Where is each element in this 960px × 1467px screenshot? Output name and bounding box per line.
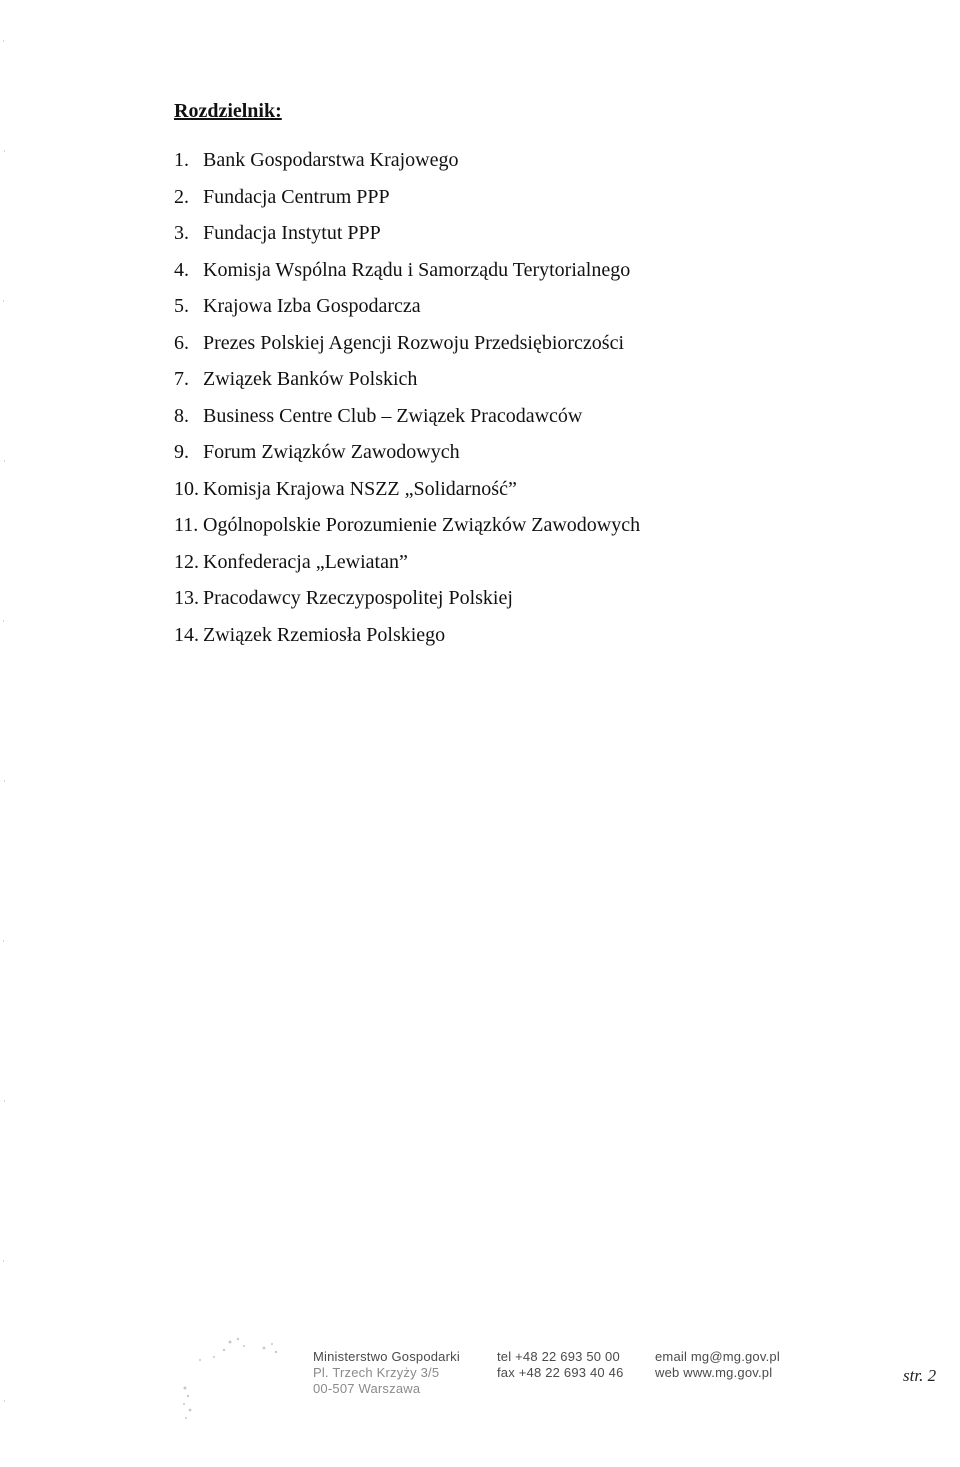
distribution-list-heading: Rozdzielnik: — [174, 100, 282, 122]
list-item-text: Krajowa Izba Gospodarcza — [203, 295, 421, 317]
footer-email: email mg@mg.gov.pl — [655, 1349, 780, 1364]
list-item-number: 10. — [174, 477, 199, 500]
footer-web: web www.mg.gov.pl — [655, 1365, 773, 1380]
list-item-text: Fundacja Centrum PPP — [203, 185, 390, 208]
list-item-text: Komisja Krajowa NSZZ „Solidarność” — [203, 477, 517, 500]
list-item-number: 8. — [174, 404, 189, 427]
list-item-text: Business Centre Club – Związek Pracodawców — [203, 404, 583, 427]
scan-edge-noise — [2, 0, 8, 1467]
list-item — [174, 329, 640, 366]
list-item-number: 12. — [174, 550, 199, 573]
list-item-number: 5. — [174, 295, 189, 317]
footer-tel: tel +48 22 693 50 00 — [497, 1349, 620, 1364]
footer-ministry-block — [313, 1349, 460, 1397]
list-item-number: 3. — [174, 222, 189, 244]
footer-phone-block — [497, 1349, 624, 1381]
footer-address-line1: Pl. Trzech Krzyży 3/5 — [313, 1365, 440, 1380]
list-item-number: 2. — [174, 185, 189, 208]
list-item — [174, 256, 640, 293]
list-item-text: Konfederacja „Lewiatan” — [203, 550, 408, 573]
list-item-number: 13. — [174, 587, 199, 609]
list-item-text: Związek Rzemiosła Polskiego — [203, 623, 446, 646]
list-item — [174, 438, 640, 475]
page-number: str. 2 — [903, 1366, 937, 1385]
list-item — [174, 219, 640, 256]
list-item-number: 4. — [174, 258, 189, 281]
list-item-text: Pracodawcy Rzeczypospolitej Polskiej — [203, 587, 513, 609]
list-item — [174, 402, 640, 439]
list-item — [174, 183, 640, 220]
distribution-list — [174, 146, 640, 657]
list-item-number: 6. — [174, 331, 189, 354]
footer-contact-block — [655, 1349, 780, 1381]
footer-ministry-name: Ministerstwo Gospodarki — [313, 1349, 460, 1364]
list-item-number: 11. — [174, 514, 199, 536]
list-item — [174, 146, 640, 183]
list-item — [174, 584, 640, 621]
list-item-number: 1. — [174, 149, 189, 171]
list-item-number: 14. — [174, 623, 199, 646]
list-item — [174, 548, 640, 585]
list-item — [174, 511, 640, 548]
list-item-text: Ogólnopolskie Porozumienie Związków Zawodowych — [203, 514, 641, 536]
list-item-text: Związek Banków Polskich — [203, 368, 418, 390]
list-item — [174, 365, 640, 402]
footer-address-line2: 00-507 Warszawa — [313, 1381, 421, 1396]
faded-stamp-mark — [180, 1330, 290, 1430]
list-item-text: Komisja Wspólna Rządu i Samorządu Terytorialnego — [203, 258, 631, 281]
list-item-number: 9. — [174, 441, 189, 463]
list-item — [174, 621, 640, 658]
list-item-text: Prezes Polskiej Agencji Rozwoju Przedsiębiorczości — [203, 331, 625, 354]
list-item-text: Forum Związków Zawodowych — [203, 441, 460, 463]
list-item-text: Bank Gospodarstwa Krajowego — [203, 149, 459, 171]
list-item-text: Fundacja Instytut PPP — [203, 222, 381, 244]
footer-fax: fax +48 22 693 40 46 — [497, 1365, 624, 1380]
list-item — [174, 292, 640, 329]
list-item — [174, 475, 640, 512]
list-item-number: 7. — [174, 368, 189, 390]
